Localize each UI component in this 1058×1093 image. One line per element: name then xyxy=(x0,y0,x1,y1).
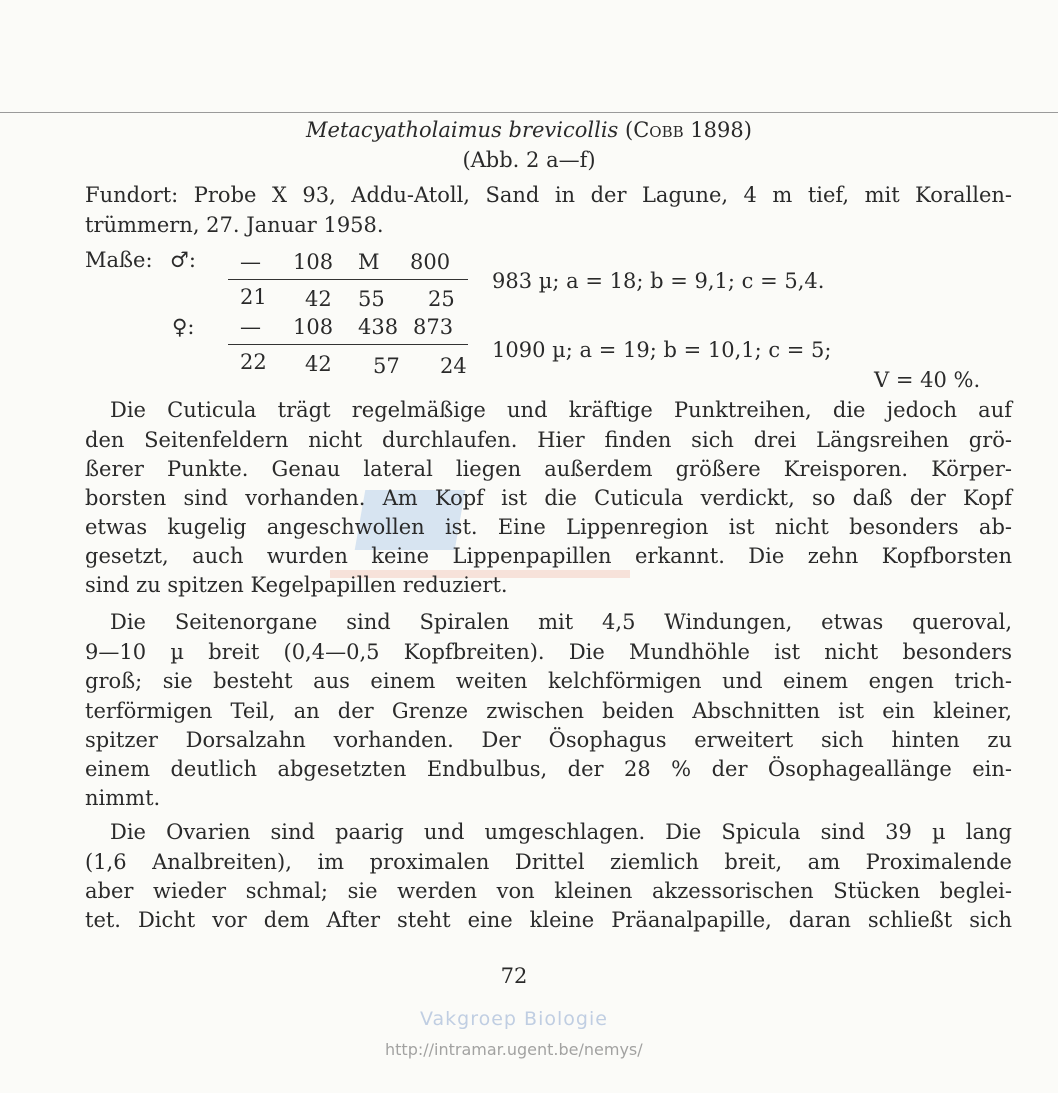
cell: 42 xyxy=(305,287,332,311)
watermark-url: http://intramar.ugent.be/nemys/ xyxy=(385,1040,643,1059)
female-vulva: V = 40 %. xyxy=(874,368,981,392)
text-line: sind zu spitzen Kegelpapillen reduziert. xyxy=(85,573,508,597)
male-symbol: ♂: xyxy=(170,248,196,272)
cell: 55 xyxy=(358,287,385,311)
cell: M xyxy=(358,250,380,274)
fraction-bar xyxy=(228,279,468,280)
watermark-org: Vakgroep Biologie xyxy=(420,1008,608,1030)
species-name: Metacyatholaimus brevicollis xyxy=(306,118,619,142)
cell: 25 xyxy=(428,287,455,311)
species-title xyxy=(0,116,1058,144)
text-line: borsten sind vorhanden. Am Kopf ist die Cuticula verdickt, so daß der Kopf xyxy=(85,486,1012,510)
text-line: etwas kugelig angeschwollen ist. Eine Lippenregion ist nicht besonders ab- xyxy=(85,515,1012,539)
text-line: terförmigen Teil, an der Grenze zwischen beiden Abschnitten ist ein kleiner, xyxy=(85,699,1012,723)
text-line: groß; sie besteht aus einem weiten kelchförmigen und einem engen trich- xyxy=(85,669,1012,693)
male-result: 983 µ; a = 18; b = 9,1; c = 5,4. xyxy=(492,269,825,293)
cell: 21 xyxy=(240,285,267,309)
page-number: 72 xyxy=(500,964,528,988)
top-rule xyxy=(0,112,1058,113)
text-line: einem deutlich abgesetzten Endbulbus, der 28 % der Ösophageallänge ein- xyxy=(85,757,1012,781)
figure-ref: (Abb. 2 a—f) xyxy=(462,148,596,172)
text-line: 9—10 µ breit (0,4—0,5 Kopfbreiten). Die Mundhöhle ist nicht besonders xyxy=(85,640,1012,664)
text-line: Die Ovarien sind paarig und umgeschlagen. Die Spicula sind 39 µ lang xyxy=(110,820,1012,844)
cell: 873 xyxy=(413,315,454,339)
cell: 438 xyxy=(358,315,399,339)
cell: 57 xyxy=(373,354,400,378)
cell: 42 xyxy=(305,352,332,376)
text-line: ßerer Punkte. Genau lateral liegen außerdem größere Kreisporen. Körper- xyxy=(85,457,1012,481)
text-line: tet. Dicht vor dem After steht eine kleine Präanalpapille, daran schließt sich xyxy=(85,908,1012,932)
female-symbol: ♀: xyxy=(172,315,195,339)
cell: 22 xyxy=(240,350,267,374)
text-line: aber wieder schmal; sie werden von kleinen akzessorischen Stücken beglei- xyxy=(85,879,1012,903)
female-result: 1090 µ; a = 19; b = 10,1; c = 5; xyxy=(492,338,832,362)
cell: 24 xyxy=(440,354,467,378)
text-line: gesetzt, auch wurden keine Lippenpapillen erkannt. Die zehn Kopfborsten xyxy=(85,544,1012,568)
text-line: Die Cuticula trägt regelmäßige und kräftige Punktreihen, die jedoch auf xyxy=(110,398,1012,422)
text-line: spitzer Dorsalzahn vorhanden. Der Ösophagus erweitert sich hinten zu xyxy=(85,728,1012,752)
text-line: Die Seitenorgane sind Spiralen mit 4,5 Windungen, etwas queroval, xyxy=(110,610,1012,634)
measure-label: Maße: xyxy=(85,248,153,272)
cell: — xyxy=(240,250,261,274)
fraction-bar xyxy=(228,344,468,345)
species-author: (Cobb 1898) xyxy=(625,118,752,142)
cell: 108 xyxy=(293,250,334,274)
locality-line: trümmern, 27. Januar 1958. xyxy=(85,213,384,237)
cell: 800 xyxy=(410,250,451,274)
text-line: (1,6 Analbreiten), im proximalen Drittel ziemlich breit, am Proximalende xyxy=(85,850,1012,874)
cell: — xyxy=(240,315,261,339)
text-line: den Seitenfeldern nicht durchlaufen. Hier finden sich drei Längsreihen grö- xyxy=(85,428,1012,452)
cell: 108 xyxy=(293,315,334,339)
locality-line: Fundort: Probe X 93, Addu-Atoll, Sand in der Lagune, 4 m tief, mit Korallen- xyxy=(85,183,1012,207)
text-line: nimmt. xyxy=(85,786,161,810)
